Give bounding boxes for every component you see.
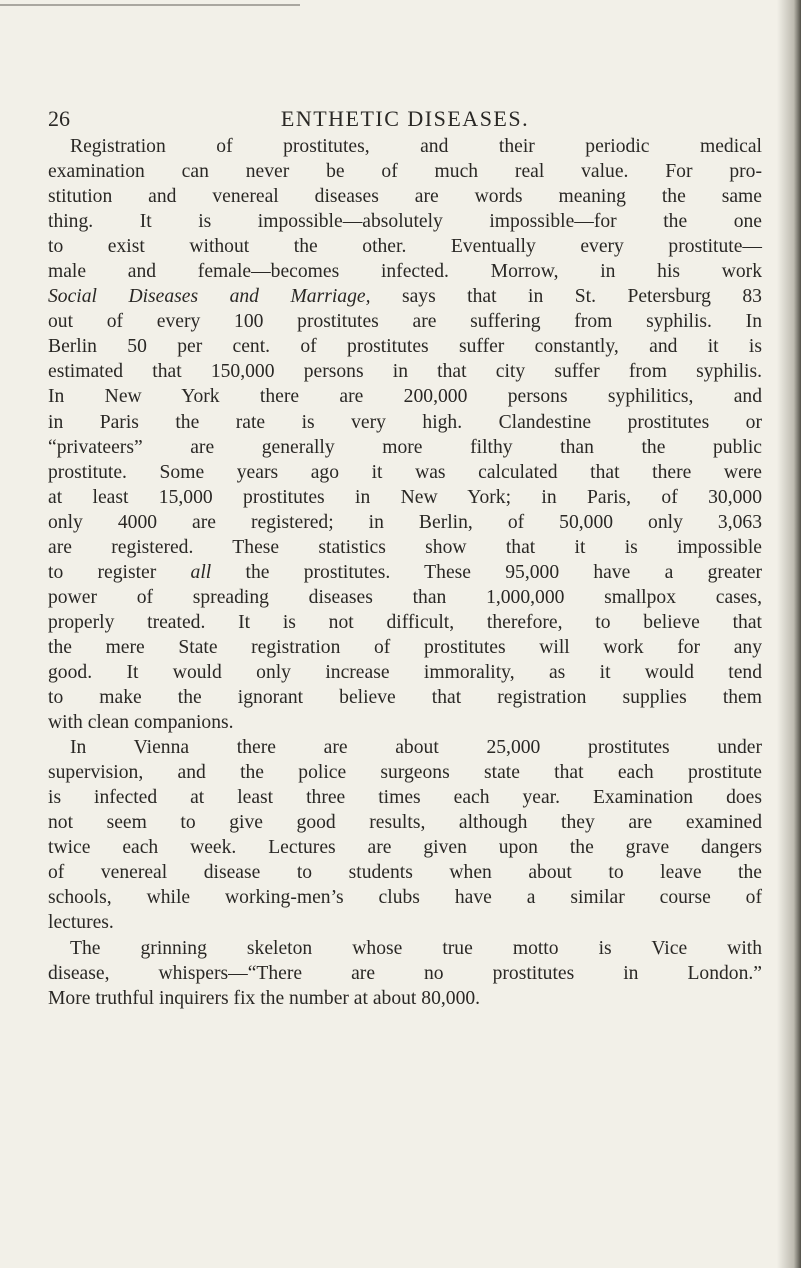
text-line [48,460,762,485]
text-segment: In New York there are 200,000 persons syphilitics, and [48,386,762,408]
text-line [48,860,762,885]
text-segment: power of spreading diseases than 1,000,000 smallpox cases, [48,586,762,608]
text-line [48,560,762,585]
text-segment: not seem to give good results, although they are examined [48,812,762,834]
text-line [48,835,762,860]
text-segment: at least 15,000 prostitutes in New York; in Paris, of 30,000 [48,486,762,508]
text-line [48,660,762,685]
paragraph [48,134,762,735]
text-line [48,259,762,284]
italic-text: all [190,561,212,583]
text-segment: of venereal disease to students when about to leave the [48,862,762,884]
text-segment: prostitute. Some years ago it was calculated that there were [48,461,762,483]
text-segment: supervision, and the police surgeons state that each prostitute [48,762,762,784]
text-segment: “privateers” are generally more filthy than the public [48,436,762,458]
text-segment: Berlin 50 per cent. of prostitutes suffer constantly, and it is [48,336,762,358]
text-line [48,535,762,560]
text-segment: More truthful inquirers fix the number at about 80,000. [48,987,481,1009]
text-line [48,510,762,535]
text-segment: to register [48,561,191,583]
text-segment: with clean companions. [48,712,234,734]
text-segment: good. It would only increase immorality, as it would tend [48,661,762,683]
text-segment: only 4000 are registered; in Berlin, of 50,000 only 3,063 [48,511,762,533]
text-segment: stitution and venereal diseases are words meaning the same [48,186,762,208]
text-line [48,910,762,935]
text-line [48,134,762,159]
text-line [48,936,762,961]
text-segment: the mere State registration of prostitutes will work for any [48,636,762,658]
text-segment: In Vienna there are about 25,000 prostitutes under [70,737,762,759]
text-segment: to make the ignorant believe that registration supplies them [48,687,762,709]
text-segment: examination can never be of much real value. For pro- [48,161,762,183]
text-line [48,284,762,309]
text-segment: to exist without the other. Eventually every prostitute— [48,236,762,258]
text-segment: are registered. These statistics show that it is impossible [48,536,762,558]
scan-edge-line [0,4,300,6]
text-line [48,685,762,710]
text-line [48,159,762,184]
text-line [48,961,762,986]
page-header [48,106,762,134]
text-segment: male and female—becomes infected. Morrow, in his work [48,261,762,283]
text-line [48,760,762,785]
text-line [48,309,762,334]
text-line [48,334,762,359]
text-segment: thing. It is impossible—absolutely impossible—for the one [48,211,762,233]
italic-text: Social Diseases and Marriage, [48,286,371,308]
text-line [48,359,762,384]
text-line [48,735,762,760]
text-line [48,384,762,409]
text-line [48,785,762,810]
text-segment: the prostitutes. These 95,000 have a greater [211,561,762,583]
text-line [48,610,762,635]
text-segment: says that in St. Petersburg 83 [370,286,762,308]
text-segment: in Paris the rate is very high. Clandestine prostitutes or [48,411,762,433]
text-line [48,810,762,835]
text-line [48,635,762,660]
text-segment: twice each week. Lectures are given upon the grave dangers [48,837,762,859]
text-line [48,885,762,910]
page-edge-shadow [777,0,801,1268]
text-segment: Registration of prostitutes, and their periodic medical [70,136,762,157]
text-segment: out of every 100 prostitutes are suffering from syphilis. In [48,311,762,333]
text-line [48,234,762,259]
text-line [48,435,762,460]
page-number: 26 [48,106,70,131]
text-line [48,585,762,610]
paragraph [48,936,762,1011]
running-title: ENTHETIC DISEASES. [280,106,530,131]
text-line [48,710,762,735]
text-line [48,410,762,435]
text-segment: is infected at least three times each year. Examination does [48,787,762,809]
text-segment: disease, whispers—“There are no prostitutes in London.” [48,962,762,984]
text-line [48,986,762,1011]
text-segment: lectures. [48,912,114,934]
text-segment: estimated that 150,000 persons in that city suffer from syphilis. [48,361,762,383]
text-line [48,209,762,234]
text-segment: The grinning skeleton whose true motto is Vice with [70,937,762,959]
text-line [48,485,762,510]
text-segment: properly treated. It is not difficult, therefore, to believe that [48,611,762,633]
body-text [48,134,762,1011]
paragraph [48,735,762,935]
text-line [48,184,762,209]
text-segment: schools, while working-men’s clubs have a similar course of [48,887,762,909]
